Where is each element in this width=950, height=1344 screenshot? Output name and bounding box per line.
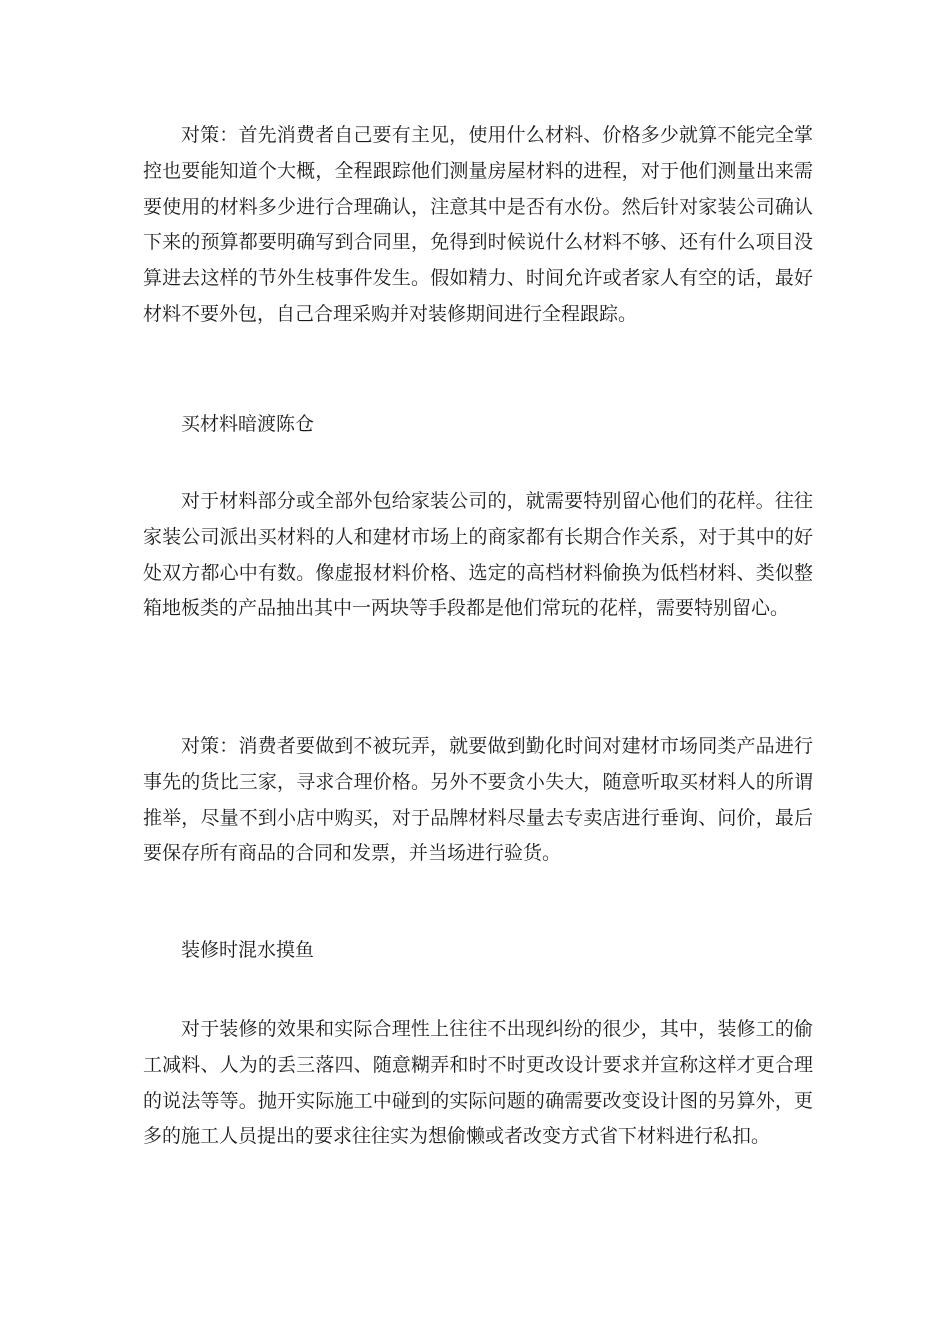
paragraph-materials-tricks: 对于材料部分或全部外包给家装公司的，就需要特别留心他们的花样。往往家装公司派出买材料的人和建材市场上的商家都有长期合作关系，对于其中的好处双方都心中有数。像虚报材料价格、选定的高档材料偷换为低档材料、类似整箱地板类的产品抽出其中一两块等手段都是他们常玩的花样，需要特别留心。 — [143, 490, 813, 620]
paragraph-countermeasure-materials: 对策：消费者要做到不被玩弄，就要做到勤化时间对建材市场同类产品进行事先的货比三家，寻求合理价格。另外不要贪小失大，随意听取买材料人的所谓推举，尽量不到小店中购买，对于品牌材料尽量去专卖店进行垂询、问价，最后要保存所有商品的合同和发票，并当场进行验货。 — [143, 735, 813, 865]
section-heading-materials: 买材料暗渡陈仓 — [181, 413, 315, 435]
paragraph-renovation-tricks: 对于装修的效果和实际合理性上往往不出现纠纷的很少，其中，装修工的偷工减料、人为的丢三落四、随意糊弄和时不时更改设计要求并宣称这样才更合理的说法等等。抛开实际施工中碰到的实际问题的确需要改变设计图的另算外，更多的施工人员提出的要求往往实为想偷懒或者改变方式省下材料进行私扣。 — [143, 1018, 813, 1148]
section-heading-renovation: 装修时混水摸鱼 — [181, 939, 315, 961]
paragraph-countermeasure-budget: 对策：首先消费者自己要有主见，使用什么材料、价格多少就算不能完全掌控也要能知道个大概，全程跟踪他们测量房屋材料的进程，对于他们测量出来需要使用的材料多少进行合理确认，注意其中是否有水份。然后针对家装公司确认下来的预算都要明确写到合同里，免得到时候说什么材料不够、还有什么项目没算进去这样的节外生枝事件发生。假如精力、时间允许或者家人有空的话，最好材料不要外包，自己合理采购并对装修期间进行全程跟踪。 — [143, 124, 813, 325]
